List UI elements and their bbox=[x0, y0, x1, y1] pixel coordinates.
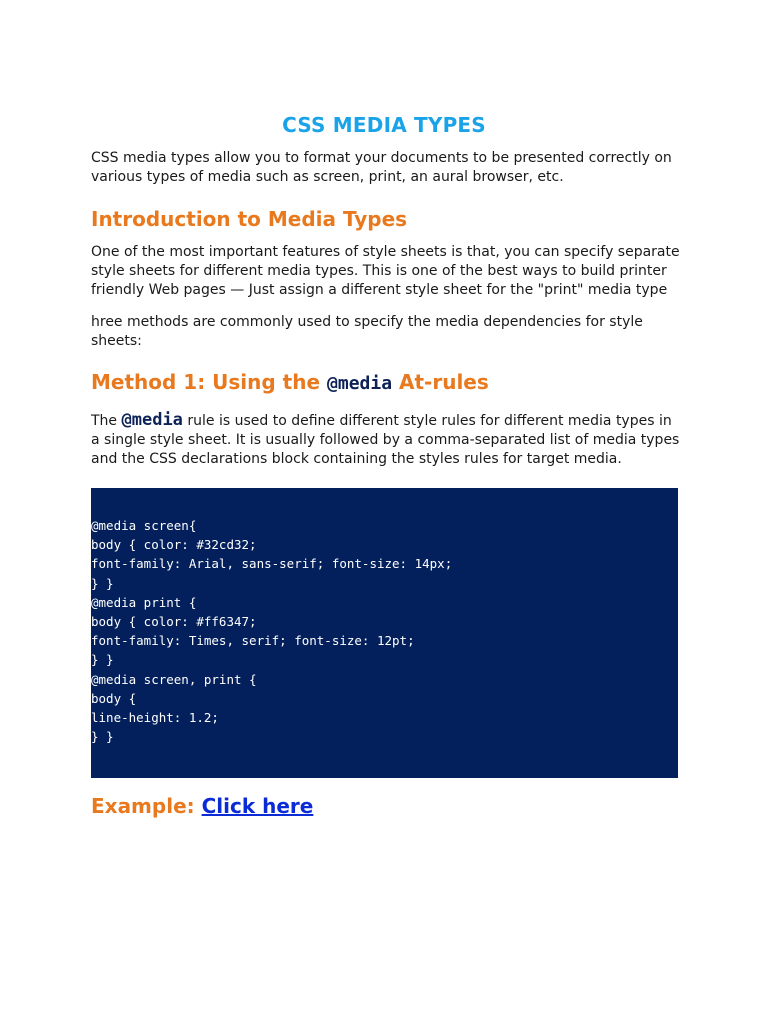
section-heading-introduction: Introduction to Media Types bbox=[91, 207, 408, 231]
code-line: } } bbox=[91, 575, 114, 591]
section-heading-method1 bbox=[91, 370, 489, 394]
code-line: } } bbox=[91, 729, 114, 745]
code-line: @media print { bbox=[91, 594, 197, 610]
code-line: } } bbox=[91, 652, 114, 668]
code-line: line-height: 1.2; bbox=[91, 710, 219, 726]
media-keyword-code: @media bbox=[327, 373, 393, 394]
methods-paragraph: hree methods are commonly used to specify the media dependencies for style sheets: bbox=[91, 314, 643, 349]
code-line: body { color: #ff6347; bbox=[91, 614, 257, 630]
code-line: font-family: Times, serif; font-size: 12pt; bbox=[91, 633, 415, 649]
code-block bbox=[91, 488, 678, 778]
code-line: font-family: Arial, sans-serif; font-size: 14px; bbox=[91, 556, 453, 572]
code-line: body { bbox=[91, 690, 137, 706]
method1-desc-suffix: rule is used to define different style rules for different media types in a single style sheet. It is usually followed by a comma-separated list of media types and the CSS declarations block containing the styles rules for target media. bbox=[91, 413, 680, 467]
media-keyword-inline-code: @media bbox=[121, 410, 183, 430]
intro-media-types-paragraph: One of the most important features of style sheets is that, you can specify separate style sheets for different media types. This is one of the best ways to build printer friendly Web pages — Just assign a different style sheet for the "print" media type bbox=[91, 244, 680, 298]
example-label: Example: bbox=[91, 794, 202, 818]
example-heading bbox=[91, 794, 313, 818]
page-title: CSS MEDIA TYPES bbox=[282, 113, 486, 137]
example-click-here-link[interactable]: Click here bbox=[201, 794, 314, 818]
code-line: @media screen, print { bbox=[91, 671, 257, 687]
code-line: body { color: #32cd32; bbox=[91, 537, 257, 553]
method1-heading-suffix: At-rules bbox=[392, 370, 489, 394]
method1-description bbox=[91, 411, 681, 469]
code-line: @media screen{ bbox=[91, 518, 197, 533]
method1-heading-prefix: Method 1: Using the bbox=[91, 370, 328, 394]
method1-desc-prefix: The bbox=[91, 413, 122, 429]
intro-paragraph: CSS media types allow you to format your documents to be presented correctly on various types of media such as screen, print, an aural browser, etc. bbox=[91, 150, 672, 185]
